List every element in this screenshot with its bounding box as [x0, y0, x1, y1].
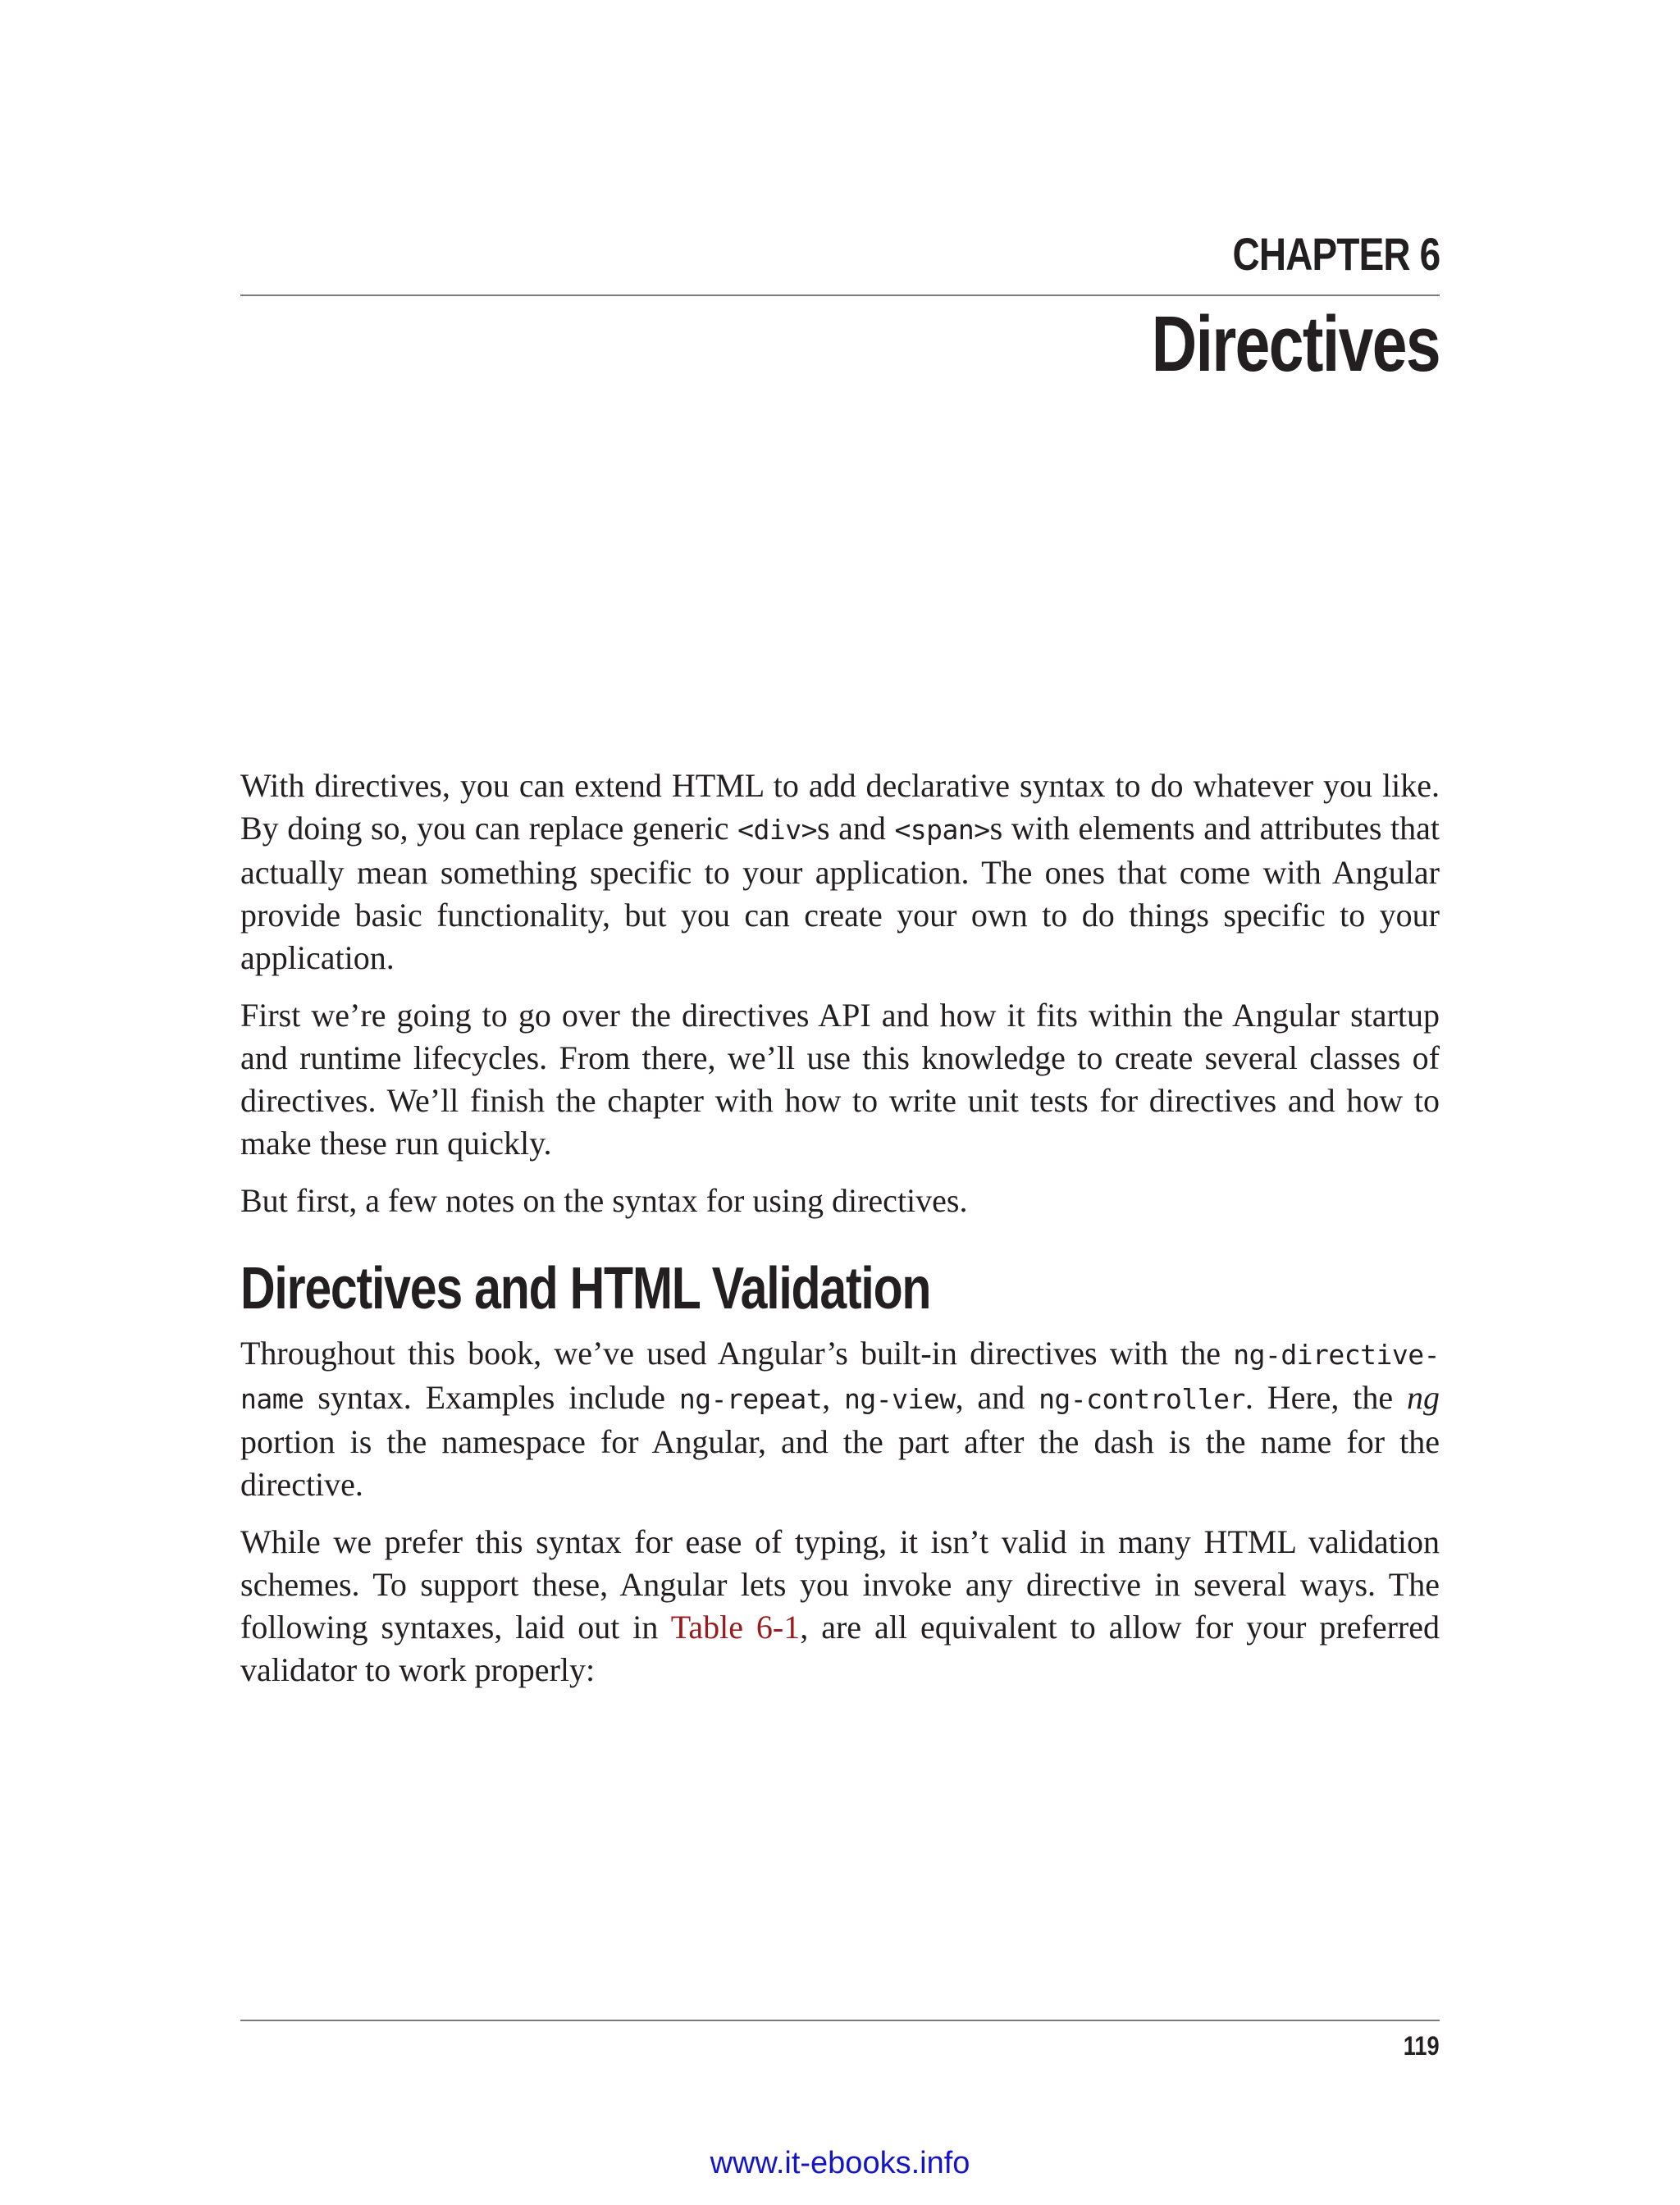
- inline-code: ng-directive-name: [240, 1338, 1440, 1415]
- text-run: portion is the namespace for Angular, and the part after the dash is the name for the directive.: [240, 1422, 1440, 1503]
- text-run: , are all equivalent to allow for your preferred validator to work properly:: [240, 1608, 1440, 1688]
- body-text: [240, 765, 1440, 1706]
- chapter-title: Directives: [1151, 300, 1440, 388]
- italic-term: ng: [1407, 1378, 1440, 1416]
- chapter-rule: [240, 294, 1440, 296]
- chapter-label: CHAPTER 6: [1232, 228, 1440, 280]
- text-run: With directives, you can extend HTML to add declarative syntax to do whatever you like. By doing so, you can replace generic: [240, 767, 1440, 847]
- text-run: ,: [822, 1378, 844, 1416]
- text-run: . Here, the: [1244, 1378, 1407, 1416]
- intro-paragraph-3: But first, a few notes on the syntax for using directives.: [240, 1182, 968, 1219]
- inline-code: ng-view: [844, 1382, 956, 1415]
- inline-code: <div>: [737, 814, 817, 846]
- text-run: Throughout this book, we’ve used Angular’s built-in directives with the: [240, 1334, 1234, 1372]
- text-run: , and: [955, 1378, 1039, 1416]
- page-number: 119: [1404, 2031, 1440, 2061]
- section-paragraph-2: [240, 1521, 1440, 1691]
- inline-code: ng-controller: [1039, 1382, 1245, 1415]
- text-run: While we prefer this syntax for ease of typing, it isn’t valid in many HTML validation schemes. To support these, Angular lets you invoke any directive in several ways. The following syntaxes, laid out in: [240, 1522, 1440, 1646]
- footer-rule: [240, 2020, 1440, 2021]
- intro-paragraph-1: [240, 765, 1440, 979]
- section-paragraph-1: [240, 1332, 1440, 1506]
- text-run: syntax. Examples include: [304, 1378, 679, 1416]
- inline-code: ng-repeat: [678, 1382, 823, 1415]
- table-6-1-link[interactable]: Table 6-1: [670, 1608, 801, 1646]
- text-run: s and: [816, 810, 895, 847]
- watermark-link[interactable]: www.it-ebooks.info: [710, 2146, 970, 2180]
- inline-code: <span>: [894, 814, 990, 846]
- text-run: s with elements and attributes that actually mean something specific to your application. The ones that come with Angular provide basic functionality, but you can create your own to do things specific to your application.: [240, 810, 1440, 976]
- intro-paragraph-2: First we’re going to go over the directives API and how it fits within the Angular startup and runtime lifecycles. From there, we’ll use this knowledge to create several classes of directives. We’ll finish the chapter with how to write unit tests for directives and how to make these run quickly.: [240, 997, 1440, 1162]
- section-heading: Directives and HTML Validation: [240, 1256, 931, 1322]
